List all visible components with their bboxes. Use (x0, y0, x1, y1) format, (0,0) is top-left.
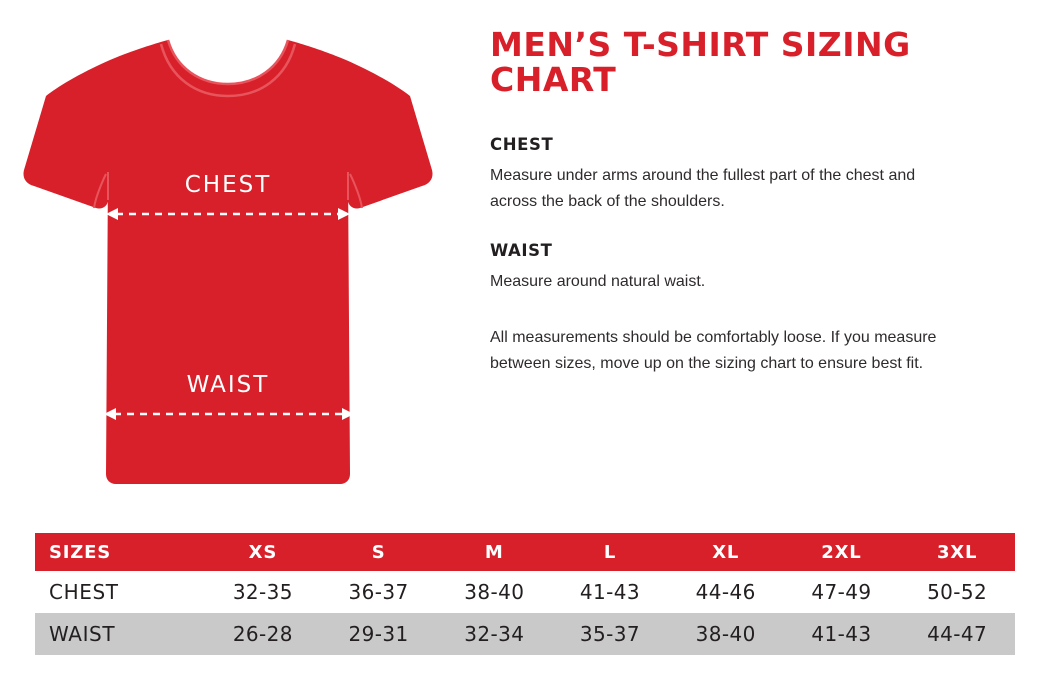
waist-m: 32-34 (436, 613, 552, 655)
row-label-chest: CHEST (35, 571, 205, 613)
tshirt-diagram (18, 22, 438, 502)
header-xs: XS (205, 533, 321, 571)
chest-xl: 44-46 (668, 571, 784, 613)
header-xl: XL (668, 533, 784, 571)
header-sizes: SIZES (35, 533, 205, 571)
chest-m: 38-40 (436, 571, 552, 613)
waist-3xl: 44-47 (899, 613, 1015, 655)
size-table-header (35, 533, 1015, 571)
table-row (35, 613, 1015, 655)
waist-2xl: 41-43 (784, 613, 900, 655)
row-label-waist: WAIST (35, 613, 205, 655)
info-panel (490, 18, 1035, 377)
table-header-row (35, 533, 1015, 571)
chest-section-heading: CHEST (490, 135, 554, 155)
chest-section-body: Measure under arms around the fullest part of the chest and across the back of the shoulders. (490, 167, 916, 211)
waist-s: 29-31 (321, 613, 437, 655)
header-3xl: 3XL (899, 533, 1015, 571)
waist-l: 35-37 (552, 613, 668, 655)
waist-measure-label: WAIST (186, 372, 270, 398)
page-title: MEN’S T-SHIRT SIZING CHART (490, 25, 911, 99)
header-m: M (436, 533, 552, 571)
tshirt-illustration-panel (0, 0, 470, 520)
size-table-body (35, 571, 1015, 655)
table-row (35, 571, 1015, 613)
general-note: All measurements should be comfortably loose. If you measure between sizes, move up on the sizing chart to ensure best fit. (490, 329, 937, 372)
header-s: S (321, 533, 437, 571)
chest-xs: 32-35 (205, 571, 321, 613)
header-2xl: 2XL (784, 533, 900, 571)
header-l: L (552, 533, 668, 571)
chest-s: 36-37 (321, 571, 437, 613)
chest-l: 41-43 (552, 571, 668, 613)
waist-section-body: Measure around natural waist. (490, 273, 706, 291)
chest-2xl: 47-49 (784, 571, 900, 613)
waist-xl: 38-40 (668, 613, 784, 655)
waist-xs: 26-28 (205, 613, 321, 655)
tshirt-body-shape (23, 40, 432, 484)
waist-section-heading: WAIST (490, 241, 553, 261)
chest-measure-label: CHEST (184, 172, 272, 198)
size-table (35, 533, 1015, 655)
chest-3xl: 50-52 (899, 571, 1015, 613)
